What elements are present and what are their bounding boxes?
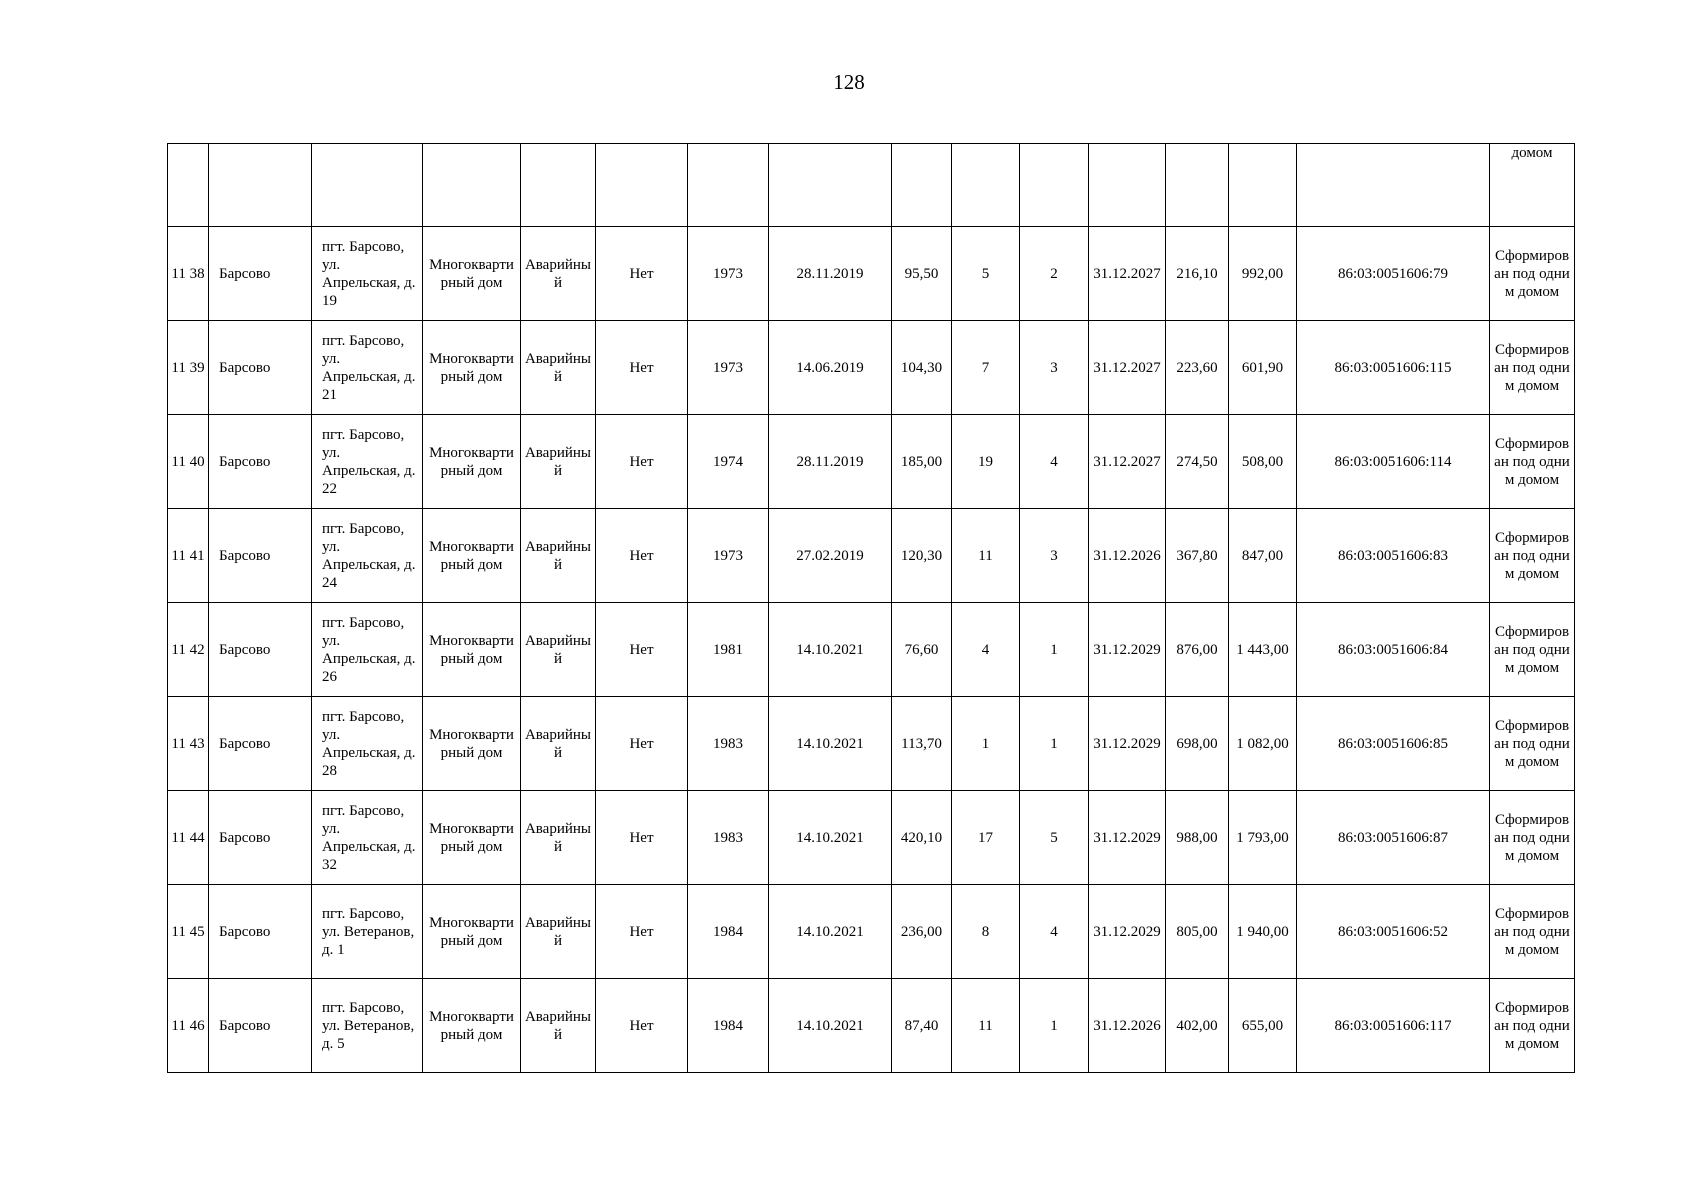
build-year: 1974 bbox=[688, 415, 769, 509]
resettlement-deadline: 31.12.2029 bbox=[1089, 885, 1166, 979]
building-type: Многоквартирный дом bbox=[423, 415, 521, 509]
settlement: Барсово bbox=[209, 791, 312, 885]
building-type: Многоквартирный дом bbox=[423, 979, 521, 1073]
row-number: 11 44 bbox=[168, 791, 209, 885]
settlement: Барсово bbox=[209, 321, 312, 415]
recognition-date: 27.02.2019 bbox=[769, 509, 892, 603]
settlement: Барсово bbox=[209, 697, 312, 791]
area-total: 805,00 bbox=[1166, 885, 1229, 979]
flag: Нет bbox=[596, 885, 688, 979]
land-note: Сформирован под одним домом bbox=[1490, 885, 1575, 979]
units-count: 4 bbox=[1020, 885, 1089, 979]
address: пгт. Барсово, ул. Апрельская, д. 19 bbox=[312, 227, 423, 321]
row-number: 11 45 bbox=[168, 885, 209, 979]
table-row bbox=[168, 603, 1575, 697]
residents-count: 5 bbox=[952, 227, 1020, 321]
residents-count: 19 bbox=[952, 415, 1020, 509]
recognition-date: 14.10.2021 bbox=[769, 979, 892, 1073]
cell bbox=[596, 144, 688, 227]
table-row bbox=[168, 697, 1575, 791]
building-type: Многоквартирный дом bbox=[423, 603, 521, 697]
cell bbox=[892, 144, 952, 227]
cell bbox=[312, 144, 423, 227]
area-total: 698,00 bbox=[1166, 697, 1229, 791]
resettlement-deadline: 31.12.2029 bbox=[1089, 697, 1166, 791]
area: 120,30 bbox=[892, 509, 952, 603]
units-count: 1 bbox=[1020, 603, 1089, 697]
recognition-date: 14.06.2019 bbox=[769, 321, 892, 415]
cadastral-number: 86:03:0051606:83 bbox=[1297, 509, 1490, 603]
resettlement-deadline: 31.12.2029 bbox=[1089, 791, 1166, 885]
cell bbox=[769, 144, 892, 227]
building-type: Многоквартирный дом bbox=[423, 509, 521, 603]
area-total: 274,50 bbox=[1166, 415, 1229, 509]
residents-count: 7 bbox=[952, 321, 1020, 415]
settlement: Барсово bbox=[209, 885, 312, 979]
settlement: Барсово bbox=[209, 415, 312, 509]
area-total: 223,60 bbox=[1166, 321, 1229, 415]
condition-status: Аварийный bbox=[521, 603, 596, 697]
area: 420,10 bbox=[892, 791, 952, 885]
resettlement-deadline: 31.12.2027 bbox=[1089, 227, 1166, 321]
cell bbox=[688, 144, 769, 227]
units-count: 1 bbox=[1020, 979, 1089, 1073]
flag: Нет bbox=[596, 697, 688, 791]
residents-count: 11 bbox=[952, 509, 1020, 603]
cadastral-number: 86:03:0051606:85 bbox=[1297, 697, 1490, 791]
address: пгт. Барсово, ул. Ветеранов, д. 5 bbox=[312, 979, 423, 1073]
flag: Нет bbox=[596, 979, 688, 1073]
condition-status: Аварийный bbox=[521, 791, 596, 885]
build-year: 1983 bbox=[688, 697, 769, 791]
condition-status: Аварийный bbox=[521, 227, 596, 321]
resettlement-deadline: 31.12.2029 bbox=[1089, 603, 1166, 697]
address: пгт. Барсово, ул. Апрельская, д. 26 bbox=[312, 603, 423, 697]
cell bbox=[1297, 144, 1490, 227]
flag: Нет bbox=[596, 791, 688, 885]
address: пгт. Барсово, ул. Апрельская, д. 21 bbox=[312, 321, 423, 415]
cell bbox=[521, 144, 596, 227]
condition-status: Аварийный bbox=[521, 509, 596, 603]
land-area: 655,00 bbox=[1229, 979, 1297, 1073]
cell bbox=[1229, 144, 1297, 227]
registry-body bbox=[168, 144, 1575, 1073]
condition-status: Аварийный bbox=[521, 415, 596, 509]
cadastral-number: 86:03:0051606:79 bbox=[1297, 227, 1490, 321]
address: пгт. Барсово, ул. Апрельская, д. 24 bbox=[312, 509, 423, 603]
condition-status: Аварийный bbox=[521, 885, 596, 979]
build-year: 1983 bbox=[688, 791, 769, 885]
row-number: 11 39 bbox=[168, 321, 209, 415]
row-number: 11 43 bbox=[168, 697, 209, 791]
area-total: 367,80 bbox=[1166, 509, 1229, 603]
flag: Нет bbox=[596, 227, 688, 321]
cell bbox=[1166, 144, 1229, 227]
cadastral-number: 86:03:0051606:52 bbox=[1297, 885, 1490, 979]
land-note: Сформирован под одним домом bbox=[1490, 509, 1575, 603]
residents-count: 1 bbox=[952, 697, 1020, 791]
cell bbox=[952, 144, 1020, 227]
land-note: Сформирован под одним домом bbox=[1490, 791, 1575, 885]
building-type: Многоквартирный дом bbox=[423, 321, 521, 415]
table-row bbox=[168, 979, 1575, 1073]
condition-status: Аварийный bbox=[521, 979, 596, 1073]
land-note: Сформирован под одним домом bbox=[1490, 979, 1575, 1073]
area: 236,00 bbox=[892, 885, 952, 979]
note-continuation: домом bbox=[1490, 144, 1575, 227]
condition-status: Аварийный bbox=[521, 321, 596, 415]
residents-count: 17 bbox=[952, 791, 1020, 885]
building-type: Многоквартирный дом bbox=[423, 885, 521, 979]
recognition-date: 14.10.2021 bbox=[769, 885, 892, 979]
area: 95,50 bbox=[892, 227, 952, 321]
settlement: Барсово bbox=[209, 227, 312, 321]
area: 87,40 bbox=[892, 979, 952, 1073]
table-row bbox=[168, 509, 1575, 603]
flag: Нет bbox=[596, 321, 688, 415]
build-year: 1984 bbox=[688, 979, 769, 1073]
flag: Нет bbox=[596, 415, 688, 509]
land-note: Сформирован под одним домом bbox=[1490, 603, 1575, 697]
address: пгт. Барсово, ул. Апрельская, д. 32 bbox=[312, 791, 423, 885]
row-number: 11 40 bbox=[168, 415, 209, 509]
table-row bbox=[168, 415, 1575, 509]
cadastral-number: 86:03:0051606:84 bbox=[1297, 603, 1490, 697]
resettlement-deadline: 31.12.2027 bbox=[1089, 321, 1166, 415]
land-note: Сформирован под одним домом bbox=[1490, 415, 1575, 509]
area-total: 876,00 bbox=[1166, 603, 1229, 697]
recognition-date: 28.11.2019 bbox=[769, 227, 892, 321]
continuation-row bbox=[168, 144, 1575, 227]
land-note: Сформирован под одним домом bbox=[1490, 321, 1575, 415]
address: пгт. Барсово, ул. Ветеранов, д. 1 bbox=[312, 885, 423, 979]
area: 104,30 bbox=[892, 321, 952, 415]
land-area: 601,90 bbox=[1229, 321, 1297, 415]
residents-count: 11 bbox=[952, 979, 1020, 1073]
cell bbox=[1089, 144, 1166, 227]
cell bbox=[168, 144, 209, 227]
row-number: 11 46 bbox=[168, 979, 209, 1073]
land-area: 1 940,00 bbox=[1229, 885, 1297, 979]
build-year: 1973 bbox=[688, 509, 769, 603]
building-type: Многоквартирный дом bbox=[423, 697, 521, 791]
land-area: 1 443,00 bbox=[1229, 603, 1297, 697]
units-count: 5 bbox=[1020, 791, 1089, 885]
recognition-date: 14.10.2021 bbox=[769, 603, 892, 697]
resettlement-deadline: 31.12.2026 bbox=[1089, 509, 1166, 603]
table-row bbox=[168, 227, 1575, 321]
recognition-date: 28.11.2019 bbox=[769, 415, 892, 509]
resettlement-deadline: 31.12.2026 bbox=[1089, 979, 1166, 1073]
land-note: Сформирован под одним домом bbox=[1490, 227, 1575, 321]
land-area: 508,00 bbox=[1229, 415, 1297, 509]
land-area: 847,00 bbox=[1229, 509, 1297, 603]
table-row bbox=[168, 791, 1575, 885]
units-count: 2 bbox=[1020, 227, 1089, 321]
settlement: Барсово bbox=[209, 603, 312, 697]
cell bbox=[423, 144, 521, 227]
row-number: 11 42 bbox=[168, 603, 209, 697]
page-number: 128 bbox=[833, 70, 865, 94]
residents-count: 8 bbox=[952, 885, 1020, 979]
build-year: 1981 bbox=[688, 603, 769, 697]
row-number: 11 41 bbox=[168, 509, 209, 603]
area-total: 402,00 bbox=[1166, 979, 1229, 1073]
area-total: 988,00 bbox=[1166, 791, 1229, 885]
build-year: 1973 bbox=[688, 321, 769, 415]
cadastral-number: 86:03:0051606:117 bbox=[1297, 979, 1490, 1073]
condition-status: Аварийный bbox=[521, 697, 596, 791]
units-count: 1 bbox=[1020, 697, 1089, 791]
residents-count: 4 bbox=[952, 603, 1020, 697]
area-total: 216,10 bbox=[1166, 227, 1229, 321]
cadastral-number: 86:03:0051606:114 bbox=[1297, 415, 1490, 509]
flag: Нет bbox=[596, 509, 688, 603]
land-area: 1 793,00 bbox=[1229, 791, 1297, 885]
recognition-date: 14.10.2021 bbox=[769, 697, 892, 791]
area: 185,00 bbox=[892, 415, 952, 509]
build-year: 1984 bbox=[688, 885, 769, 979]
address: пгт. Барсово, ул. Апрельская, д. 22 bbox=[312, 415, 423, 509]
resettlement-deadline: 31.12.2027 bbox=[1089, 415, 1166, 509]
housing-registry-table bbox=[167, 143, 1575, 1073]
area: 113,70 bbox=[892, 697, 952, 791]
land-note: Сформирован под одним домом bbox=[1490, 697, 1575, 791]
table-row bbox=[168, 321, 1575, 415]
table-row bbox=[168, 885, 1575, 979]
building-type: Многоквартирный дом bbox=[423, 227, 521, 321]
settlement: Барсово bbox=[209, 979, 312, 1073]
units-count: 3 bbox=[1020, 509, 1089, 603]
land-area: 1 082,00 bbox=[1229, 697, 1297, 791]
cadastral-number: 86:03:0051606:115 bbox=[1297, 321, 1490, 415]
recognition-date: 14.10.2021 bbox=[769, 791, 892, 885]
building-type: Многоквартирный дом bbox=[423, 791, 521, 885]
cadastral-number: 86:03:0051606:87 bbox=[1297, 791, 1490, 885]
flag: Нет bbox=[596, 603, 688, 697]
build-year: 1973 bbox=[688, 227, 769, 321]
settlement: Барсово bbox=[209, 509, 312, 603]
land-area: 992,00 bbox=[1229, 227, 1297, 321]
units-count: 3 bbox=[1020, 321, 1089, 415]
area: 76,60 bbox=[892, 603, 952, 697]
cell bbox=[209, 144, 312, 227]
units-count: 4 bbox=[1020, 415, 1089, 509]
cell bbox=[1020, 144, 1089, 227]
address: пгт. Барсово, ул. Апрельская, д. 28 bbox=[312, 697, 423, 791]
row-number: 11 38 bbox=[168, 227, 209, 321]
